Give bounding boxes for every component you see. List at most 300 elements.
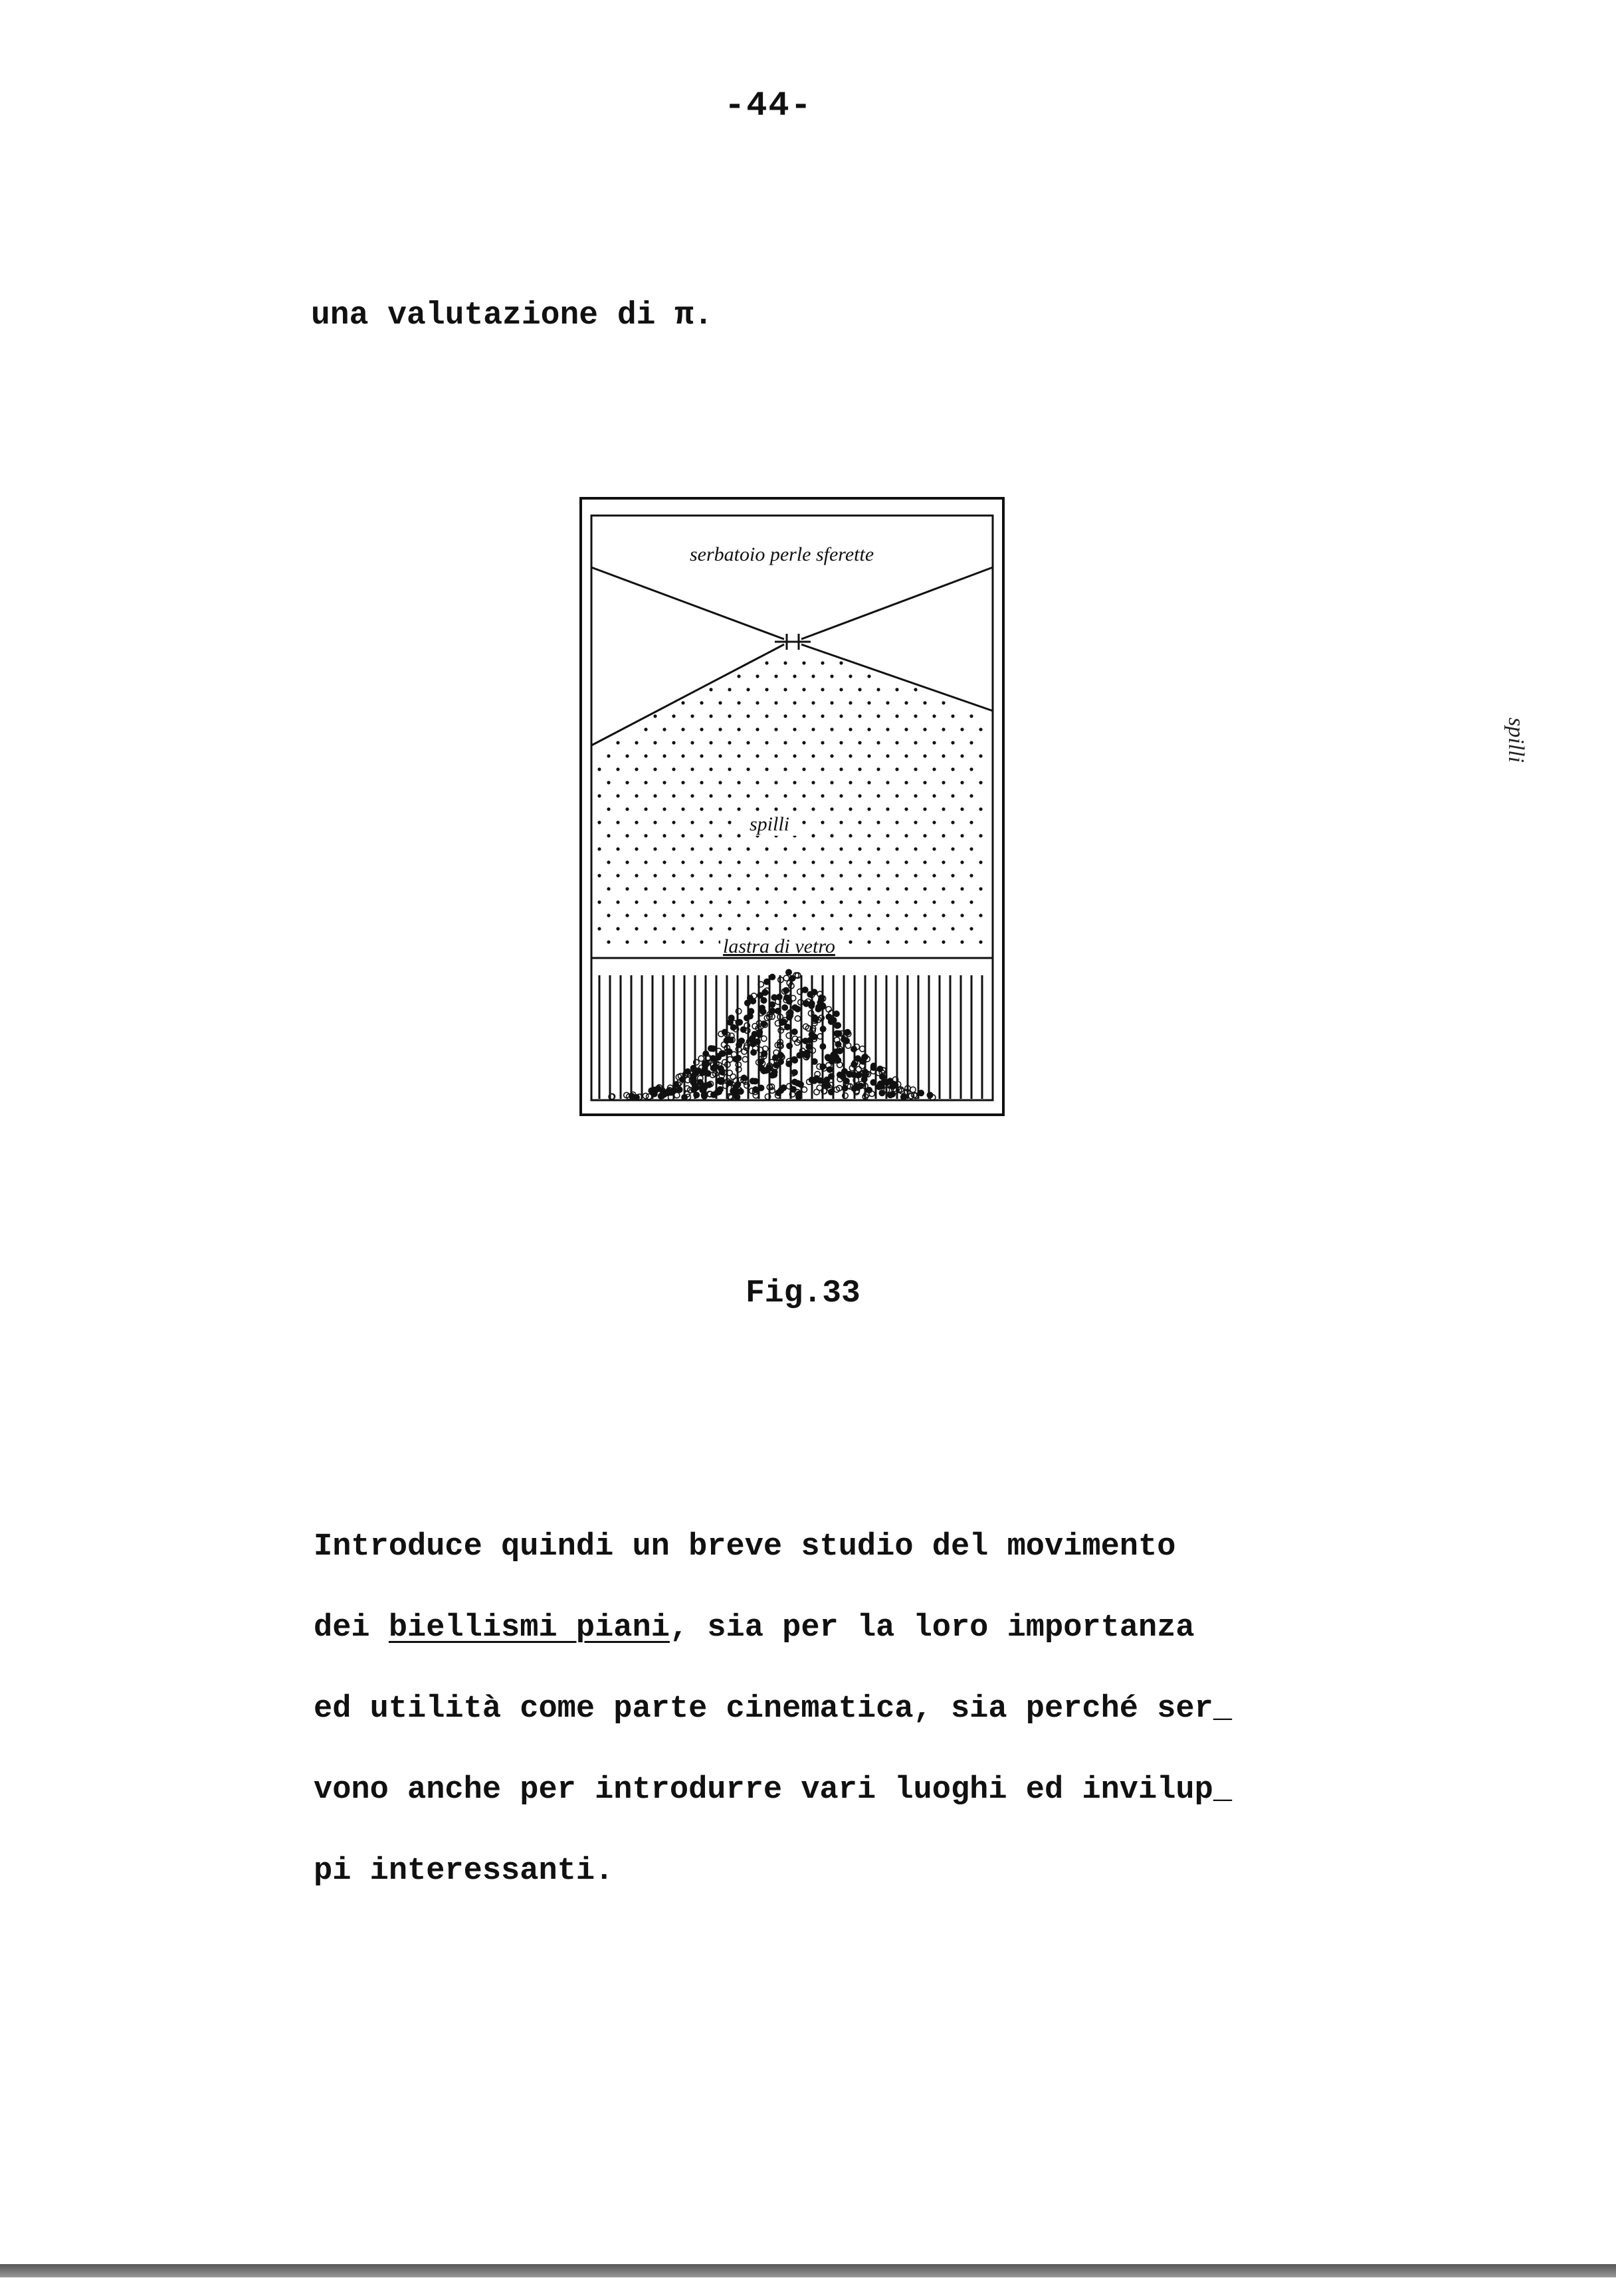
pin-dot: [653, 794, 656, 797]
pin-dot: [597, 900, 601, 904]
bead: [769, 974, 775, 979]
pin-dot: [914, 900, 917, 904]
pin-dot: [904, 887, 908, 890]
pin-dot: [597, 794, 601, 797]
pin-dot: [793, 913, 796, 917]
pin-dot: [886, 834, 889, 837]
pin-dot: [867, 860, 870, 864]
pin-dot: [728, 847, 731, 850]
pin-dot: [765, 741, 768, 744]
bead: [796, 1092, 801, 1097]
pin-dot: [765, 661, 768, 664]
pin-dot: [904, 754, 908, 757]
pin-dot: [802, 714, 805, 718]
pin-dot: [746, 847, 750, 850]
pin-dot: [830, 913, 833, 917]
pin-dot: [923, 727, 926, 731]
pin-dot: [635, 741, 638, 744]
bead: [761, 1036, 767, 1041]
pin-dot: [644, 834, 647, 837]
pin-dot: [914, 714, 917, 718]
pin-dot: [709, 927, 712, 930]
pin-dot: [960, 754, 963, 757]
pin-dot: [756, 674, 759, 678]
pin-dot: [653, 820, 656, 824]
figure-caption: Fig.33: [746, 1276, 860, 1311]
label-glass: lastra di vetro: [723, 935, 835, 957]
bead: [748, 1008, 754, 1014]
bead: [708, 1046, 714, 1051]
pin-dot: [681, 913, 684, 917]
pin-dot: [728, 820, 731, 824]
label-pins: spilli: [750, 813, 790, 835]
pin-dot: [904, 940, 908, 943]
pin-dot: [923, 701, 926, 704]
bead: [809, 1001, 815, 1006]
pin-dot: [876, 874, 880, 877]
pin-dot: [979, 834, 982, 837]
pin-dot: [979, 807, 982, 811]
line2-pre: dei: [314, 1610, 389, 1646]
pin-dot: [914, 741, 917, 744]
bead: [734, 1094, 740, 1100]
pin-dot: [681, 701, 684, 704]
pin-dot: [718, 860, 722, 864]
pin-dot: [793, 754, 796, 757]
pin-dot: [690, 900, 694, 904]
pin-dot: [969, 794, 973, 797]
pin-dot: [876, 847, 880, 850]
galton-board-drawing: [579, 497, 1005, 1116]
pin-dot: [904, 781, 908, 784]
pin-dot: [969, 874, 973, 877]
pin-dot: [644, 781, 647, 784]
pin-dot: [821, 874, 824, 877]
galton-board-figure: [579, 497, 1005, 1116]
pin-dot: [849, 754, 852, 757]
bead: [820, 1026, 825, 1032]
pin-dot: [700, 860, 703, 864]
bead: [736, 1042, 742, 1048]
pin-dot: [942, 940, 945, 943]
bead: [901, 1094, 906, 1100]
pin-dot: [746, 714, 750, 718]
pin-dot: [904, 727, 908, 731]
pin-dot: [830, 860, 833, 864]
bead: [692, 1083, 698, 1088]
pin-dot: [895, 874, 898, 877]
pin-dot: [737, 701, 740, 704]
pin-dot: [662, 887, 666, 890]
pin-dot: [849, 860, 852, 864]
pin-dot: [876, 714, 880, 718]
bead: [716, 1054, 721, 1060]
pin-dot: [914, 794, 917, 797]
pin-dot: [653, 927, 656, 930]
bead: [819, 995, 824, 1001]
bead: [789, 975, 795, 981]
pin-dot: [644, 727, 647, 731]
pin-dot: [737, 860, 740, 864]
pin-dot: [969, 820, 973, 824]
pin-dot: [653, 714, 656, 718]
pin-dot: [923, 913, 926, 917]
pin-dot: [904, 834, 908, 837]
bead: [888, 1092, 893, 1098]
pin-dot: [867, 674, 870, 678]
pin-dot: [811, 674, 815, 678]
pin-dot: [849, 781, 852, 784]
pin-dot: [662, 781, 666, 784]
bead: [694, 1092, 699, 1098]
pin-dot: [867, 781, 870, 784]
pin-dot: [597, 847, 601, 850]
pin-dot: [849, 674, 852, 678]
bead: [718, 1087, 723, 1092]
pin-dot: [718, 754, 722, 757]
pin-dot: [969, 927, 973, 930]
bead: [817, 1078, 823, 1083]
pin-dot: [672, 900, 675, 904]
pin-dot: [756, 754, 759, 757]
pin-dot: [783, 900, 787, 904]
pin-dot: [728, 874, 731, 877]
pin-dot: [783, 688, 787, 691]
intro-sentence: [311, 298, 713, 334]
pin-dot: [960, 913, 963, 917]
pin-dot: [951, 741, 954, 744]
pin-dot: [960, 807, 963, 811]
pin-dot: [644, 887, 647, 890]
pin-dot: [858, 688, 861, 691]
bead: [775, 1090, 781, 1096]
pin-dot: [783, 874, 787, 877]
pin-dot: [709, 847, 712, 850]
pin-dot: [821, 741, 824, 744]
pin-dot: [746, 767, 750, 771]
pin-dot: [607, 860, 610, 864]
pin-dot: [802, 900, 805, 904]
bead: [713, 1064, 718, 1069]
pin-dot: [932, 794, 936, 797]
pin-dot: [709, 820, 712, 824]
pin-dot: [821, 794, 824, 797]
pin-dot: [709, 767, 712, 771]
pin-dot: [756, 913, 759, 917]
pin-dot: [653, 741, 656, 744]
pin-dot: [662, 727, 666, 731]
pin-dot: [737, 887, 740, 890]
bead: [769, 1002, 775, 1007]
pin-dot: [876, 688, 880, 691]
pin-dot: [802, 927, 805, 930]
pin-dot: [737, 674, 740, 678]
bead: [910, 1087, 916, 1092]
pin-dot: [830, 807, 833, 811]
pin-dot: [821, 927, 824, 930]
pin-dot: [709, 741, 712, 744]
pin-dot: [746, 688, 750, 691]
pin-dot: [942, 834, 945, 837]
pin-dot: [635, 874, 638, 877]
pin-dot: [876, 794, 880, 797]
pin-dot: [765, 794, 768, 797]
bead: [841, 1036, 847, 1042]
pin-dot: [951, 900, 954, 904]
bead: [834, 1011, 839, 1016]
pin-dot: [616, 820, 619, 824]
pin-dot: [960, 860, 963, 864]
pin-dot: [830, 701, 833, 704]
pin-dot: [849, 887, 852, 890]
pin-dot: [876, 927, 880, 930]
pin-dot: [718, 807, 722, 811]
bead: [927, 1092, 932, 1098]
pin-dot: [700, 913, 703, 917]
pin-dot: [597, 927, 601, 930]
pin-dot: [914, 874, 917, 877]
pin-dot: [951, 794, 954, 797]
pin-dot: [625, 860, 629, 864]
pin-dot: [690, 714, 694, 718]
pin-dot: [886, 887, 889, 890]
pin-dot: [625, 887, 629, 890]
pin-dot: [932, 927, 936, 930]
pin-dot: [653, 767, 656, 771]
pin-dot: [821, 661, 824, 664]
pin-dot: [802, 794, 805, 797]
pin-dot: [607, 781, 610, 784]
pin-dot: [942, 807, 945, 811]
pin-dot: [737, 754, 740, 757]
pin-dot: [774, 674, 777, 678]
pin-dot: [830, 887, 833, 890]
bead: [891, 1082, 896, 1087]
pin-dot: [830, 781, 833, 784]
bead: [803, 1001, 809, 1006]
pin-dot: [849, 913, 852, 917]
pin-dot: [849, 834, 852, 837]
pin-dot: [700, 701, 703, 704]
pin-dot: [625, 754, 629, 757]
bead: [742, 1056, 748, 1062]
funnel-lower-right: [801, 644, 993, 711]
pin-dot: [942, 860, 945, 864]
pin-dot: [858, 927, 861, 930]
pin-dot: [858, 767, 861, 771]
pin-dot: [895, 741, 898, 744]
pin-dot: [672, 927, 675, 930]
pin-dot: [635, 794, 638, 797]
page-number: -44-: [724, 86, 813, 126]
pin-dot: [830, 674, 833, 678]
pin-dot: [923, 834, 926, 837]
bead: [753, 1087, 758, 1092]
pin-dot: [876, 767, 880, 771]
pin-dot: [979, 781, 982, 784]
pin-dot: [681, 781, 684, 784]
pin-dot: [886, 913, 889, 917]
term-biellismi-piani: biellismi piani: [388, 1610, 670, 1646]
pin-dot: [811, 860, 815, 864]
body-paragraph: [314, 1507, 1350, 1912]
pin-dot: [839, 874, 843, 877]
pin-dot: [895, 820, 898, 824]
pin-dot: [728, 714, 731, 718]
pin-dot: [904, 807, 908, 811]
pin-dot: [923, 754, 926, 757]
pin-dot: [635, 900, 638, 904]
bead: [762, 990, 767, 995]
pin-dot: [765, 767, 768, 771]
bead: [847, 1072, 852, 1077]
pin-dot: [839, 820, 843, 824]
pin-dot: [597, 874, 601, 877]
pin-dot: [737, 913, 740, 917]
funnel-lower-left: [591, 644, 784, 745]
paragraph-line-2: [314, 1588, 1350, 1669]
pin-dot: [932, 741, 936, 744]
pin-dot: [932, 714, 936, 718]
pin-dot: [960, 887, 963, 890]
pin-dot: [942, 701, 945, 704]
pin-dot: [849, 807, 852, 811]
pin-dot: [802, 847, 805, 850]
bead: [837, 1048, 843, 1054]
pin-dot: [821, 847, 824, 850]
bead: [812, 1059, 817, 1064]
pin-dot: [644, 754, 647, 757]
bead: [764, 979, 769, 985]
pin-dot: [625, 807, 629, 811]
pin-field: [597, 661, 982, 943]
pin-dot: [700, 807, 703, 811]
pin-dot: [802, 874, 805, 877]
pi-symbol: π.: [674, 298, 713, 334]
bead: [812, 1034, 817, 1039]
pin-dot: [681, 834, 684, 837]
bead: [918, 1090, 924, 1096]
bead: [676, 1087, 682, 1092]
pin-dot: [644, 807, 647, 811]
bead: [698, 1056, 704, 1061]
pin-dot: [904, 701, 908, 704]
pin-dot: [802, 767, 805, 771]
pin-dot: [867, 913, 870, 917]
pin-dot: [672, 874, 675, 877]
pin-dot: [830, 754, 833, 757]
bead: [733, 1056, 738, 1062]
pin-dot: [746, 900, 750, 904]
bead: [758, 1085, 763, 1090]
pin-dot: [895, 767, 898, 771]
pin-dot: [690, 767, 694, 771]
pin-dot: [858, 794, 861, 797]
pin-dot: [644, 860, 647, 864]
pin-dot: [774, 860, 777, 864]
pin-dot: [821, 688, 824, 691]
pin-dot: [867, 940, 870, 943]
pin-dot: [858, 874, 861, 877]
pin-dot: [774, 781, 777, 784]
pin-dot: [756, 727, 759, 731]
pin-dot: [700, 727, 703, 731]
pin-dot: [653, 847, 656, 850]
pin-dot: [886, 727, 889, 731]
funnel-upper-right: [801, 567, 993, 639]
pin-dot: [681, 754, 684, 757]
pin-dot: [662, 807, 666, 811]
pin-dot: [672, 714, 675, 718]
pin-dot: [932, 820, 936, 824]
pin-dot: [756, 781, 759, 784]
pin-dot: [793, 674, 796, 678]
bead: [674, 1092, 680, 1098]
pin-dot: [923, 781, 926, 784]
pin-dot: [672, 847, 675, 850]
pin-dot: [951, 714, 954, 718]
pin-dot: [690, 927, 694, 930]
pin-dot: [644, 940, 647, 943]
pin-dot: [932, 767, 936, 771]
pin-dot: [746, 794, 750, 797]
pin-dot: [653, 900, 656, 904]
pin-dot: [793, 701, 796, 704]
pin-dot: [737, 727, 740, 731]
pin-dot: [942, 754, 945, 757]
bead: [870, 1065, 876, 1070]
pin-dot: [690, 741, 694, 744]
pin-dot: [839, 714, 843, 718]
pin-dot: [951, 820, 954, 824]
pin-dot: [672, 767, 675, 771]
pin-dot: [756, 807, 759, 811]
pin-dot: [830, 834, 833, 837]
pin-dot: [765, 688, 768, 691]
pin-dot: [681, 940, 684, 943]
pin-dot: [960, 834, 963, 837]
bead: [786, 969, 791, 975]
pin-dot: [979, 887, 982, 890]
pin-dot: [811, 754, 815, 757]
pin-dot: [746, 874, 750, 877]
pin-dot: [783, 927, 787, 930]
bead: [652, 1091, 657, 1096]
pin-dot: [756, 887, 759, 890]
pin-dot: [662, 860, 666, 864]
pin-dot: [811, 781, 815, 784]
pin-dot: [858, 847, 861, 850]
pin-dot: [681, 727, 684, 731]
paragraph-line-1: Introduce quindi un breve studio del movimento: [314, 1529, 1176, 1565]
pin-dot: [700, 834, 703, 837]
pin-dot: [774, 727, 777, 731]
pin-dot: [774, 887, 777, 890]
pin-dot: [690, 794, 694, 797]
pin-dot: [616, 767, 619, 771]
pin-dot: [811, 887, 815, 890]
pin-dot: [625, 940, 629, 943]
pin-dot: [811, 807, 815, 811]
pin-dot: [616, 874, 619, 877]
pin-dot: [718, 727, 722, 731]
pin-dot: [672, 820, 675, 824]
pin-dot: [876, 820, 880, 824]
pin-dot: [700, 887, 703, 890]
pin-dot: [783, 741, 787, 744]
bead: [820, 1044, 825, 1049]
pin-dot: [979, 754, 982, 757]
